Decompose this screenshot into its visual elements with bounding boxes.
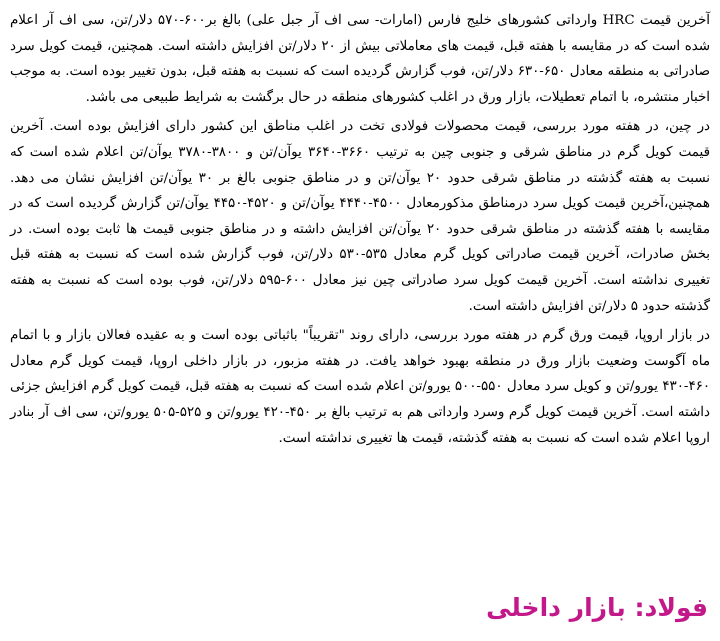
paragraph-persian-gulf-market: آخرین قیمت HRC وارداتی کشورهای خلیج فارس (امارات- سی اف آر جبل علی) بالغ بر۶۰۰-۵۷۰ دلار/تن، سی اف آر اعلام شده است که در مقایسه با هفته قبل، قیمت های معاملاتی بیش از ۲۰ دلار/تن افزایش داشته است. همچنین، قیمت کویل سرد صادراتی به منطقه معادل ۶۵۰-۶۳۰ دلار/تن، فوب گزارش گردیده است که نسبت به هفته قبل، بدون تغییر بوده است. به موجب اخبار منتشره، با اتمام تعطیلات، بازار ورق در اغلب کشورهای منطقه در حال برگشت به شرایط طبیعی می باشد. bbox=[10, 13, 711, 105]
section-heading-domestic-steel-market: فولاد: بازار داخلی bbox=[486, 593, 708, 622]
paragraph-china-market: در چین، در هفته مورد بررسی، قیمت محصولات فولادی تخت در اغلب مناطق این کشور دارای افزایش بوده است. آخرین قیمت کویل گرم در مناطق شرقی و جنوبی چین به ترتیب ۳۶۶۰-۳۶۴۰ یوآن/تن و ۳۸۰۰-۳۷۸۰ یوآن/تن اعلام شده است که نسبت به هفته گذشته در مناطق شرقی حدود ۲۰ یوآن/تن و در مناطق جنوبی بالغ بر ۳۰ یوآن/تن افزایش نشان می دهد. همچنین،آخرین قیمت کویل سرد درمناطق مذکورمعادل ۴۵۰۰-۴۴۴۰ یوآن/تن و ۴۵۲۰-۴۴۵۰ یوآن/تن گزارش گردیده است که در مقایسه با هفته گذشته در مناطق شرقی حدود ۲۰ یوآن/تن افزایش داشته و در مناطق جنوبی قیمت ها ثابت بوده است. در بخش صادرات، آخرین قیمت صادراتی کویل گرم معادل ۵۳۵-۵۳۰ دلار/تن، فوب گزارش شده است که نسبت به هفته قبل تغییری نداشته است. آخرین قیمت کویل سرد صادراتی چین نیز معادل ۶۰۰-۵۹۵ دلار/تن، فوب بوده است که نسبت به هفته گذشته حدود ۵ دلار/تن افزایش داشته است. bbox=[10, 119, 711, 314]
paragraph-europe-market: در بازار اروپا، قیمت ورق گرم در هفته مورد بررسی، دارای روند "تقریباً" باثباتی بوده است و به عقیده فعالان بازار و با اتمام ماه آگوست وضعیت بازار ورق در منطقه بهبود خواهد یافت. در هفته مزبور، در بازار داخلی اروپا، قیمت کویل گرم معادل ۴۶۰-۴۳۰ یورو/تن و کویل سرد معادل ۵۵۰-۵۰۰ یورو/تن اعلام شده است که نسبت به هفته قبل، قیمت کویل گرم افزایش جزئی داشته است. آخرین قیمت کویل گرم وسرد وارداتی هم به ترتیب بالغ بر ۴۵۰-۴۲۰ یورو/تن و ۵۲۵-۵۰۵ یورو/تن، سی اف آر بنادر اروپا اعلام شده است که نسبت به هفته گذشته، قیمت ها تغییری نداشته است. bbox=[10, 328, 711, 446]
